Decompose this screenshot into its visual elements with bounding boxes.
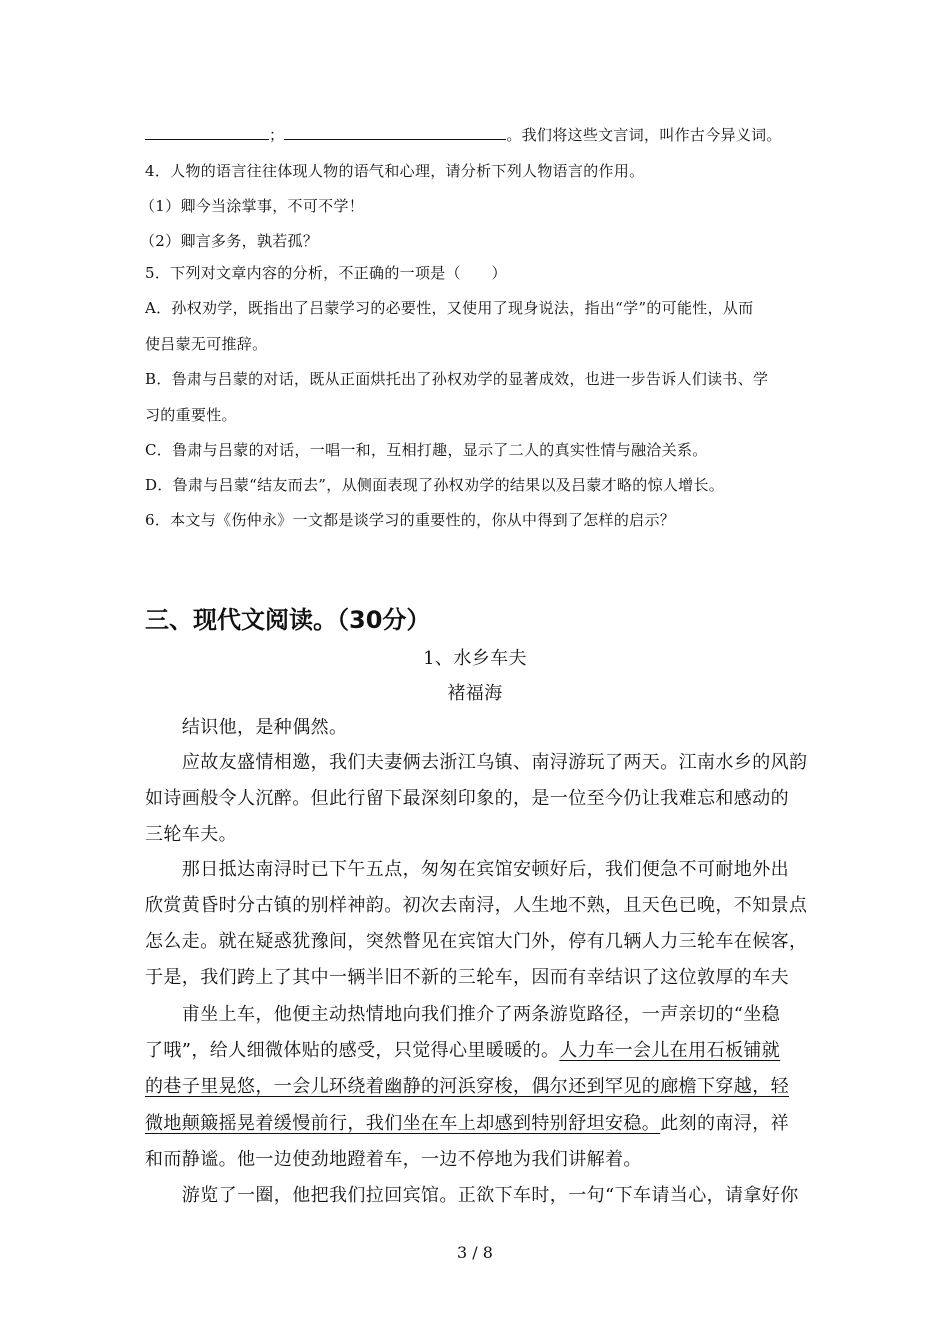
article-p2-line3: 三轮车夫。 [145,824,237,845]
q6-title: 6．本文与《伤仲永》一文都是谈学习的重要性的，你从中得到了怎样的启示？ [145,511,676,529]
p4-line4-underlined: 微地颠簸摇晃着缓慢前行，我们坐在车上却感到特别舒坦安稳。 [145,1113,661,1134]
article-p3-line4: 于是，我们跨上了其中一辆半旧不新的三轮车，因而有幸结识了这位敦厚的车夫 [145,967,789,988]
q3-separator: ； [269,126,285,144]
q4-item-1: （1）卿今当涂掌事，不可不学！ [140,197,365,215]
article-p2-line1: 应故友盛情相邀，我们夫妻俩去浙江乌镇、南浔游玩了两天。江南水乡的风韵 [145,752,808,773]
q5-option-a-line2: 使吕蒙无可推辞。 [145,335,268,353]
p4-line4-plain: 此刻的南浔，祥 [660,1113,790,1134]
answer-blank-1[interactable] [145,124,269,140]
page-number: 3 / 8 [457,1243,493,1262]
p4-line2-underlined: 人力车一会儿在用石板铺就 [559,1040,781,1061]
article-p4-line2 [145,1036,780,1062]
article-p4-line1: 甫坐上车，他便主动热情地向我们推介了两条游览路径，一声亲切的“坐稳 [145,1004,781,1025]
article-p3-line2: 欣赏黄昏时分古镇的别样神韵。初次去南浔，人生地不熟，且天色已晚，不知景点 [145,895,808,916]
article-p4-line5: 和而静谧。他一边使劲地蹬着车，一边不停地为我们讲解着。 [145,1149,642,1170]
q5-option-b-line2: 习的重要性。 [145,406,237,424]
article-p4-line3: 的巷子里晃悠，一会儿环绕着幽静的河浜穿梭，偶尔还到罕见的廊檐下穿越，轻 [145,1076,789,1097]
article-p3-line1: 那日抵达南浔时已下午五点，匆匆在宾馆安顿好后，我们便急不可耐地外出 [145,859,789,880]
article-p5-line1: 游览了一圈，他把我们拉回宾馆。正欲下车时，一句“下车请当心，请拿好你 [145,1185,799,1206]
q4-item-2: （2）卿言多务，孰若孤？ [140,232,319,250]
q5-option-c: C．鲁肃与吕蒙的对话，一唱一和，互相打趣，显示了二人的真实性情与融洽关系。 [145,441,708,459]
q5-title: 5．下列对文章内容的分析，不正确的一项是（ ） [145,264,507,282]
section-heading: 三、现代文阅读。（30分） [145,606,431,634]
article-p3-line3: 怎么走。就在疑惑犹豫间，突然瞥见在宾馆大门外，停有几辆人力三轮车在候客， [145,931,808,952]
answer-blank-2[interactable] [284,124,506,140]
q3-tail-text: 。我们将这些文言词，叫作古今异义词。 [506,126,782,144]
article-p2-line2: 如诗画般令人沉醉。但此行留下最深刻印象的，是一位至今仍让我难忘和感动的 [145,788,789,809]
article-p4-line4 [145,1109,789,1135]
q4-title: 4．人物的语言往往体现人物的语气和心理，请分析下列人物语言的作用。 [145,162,645,180]
article-title: 1、水乡车夫 [423,648,527,669]
q5-option-d: D．鲁肃与吕蒙“结友而去”，从侧面表现了孙权劝学的结果以及吕蒙才略的惊人增长。 [145,476,725,494]
q5-option-a-line1: A．孙权劝学，既指出了吕蒙学习的必要性，又使用了现身说法，指出“学”的可能性，从而 [145,299,754,317]
p4-line2-plain: 了哦”，给人细微体贴的感受，只觉得心里暖暖的。 [145,1040,560,1061]
article-author: 褚福海 [447,683,503,704]
article-p1: 结识他，是种偶然。 [145,717,348,738]
q5-option-b-line1: B．鲁肃与吕蒙的对话，既从正面烘托出了孙权劝学的显著成效，也进一步告诉人们读书、学 [145,370,769,388]
q3-tail-line [145,124,782,145]
